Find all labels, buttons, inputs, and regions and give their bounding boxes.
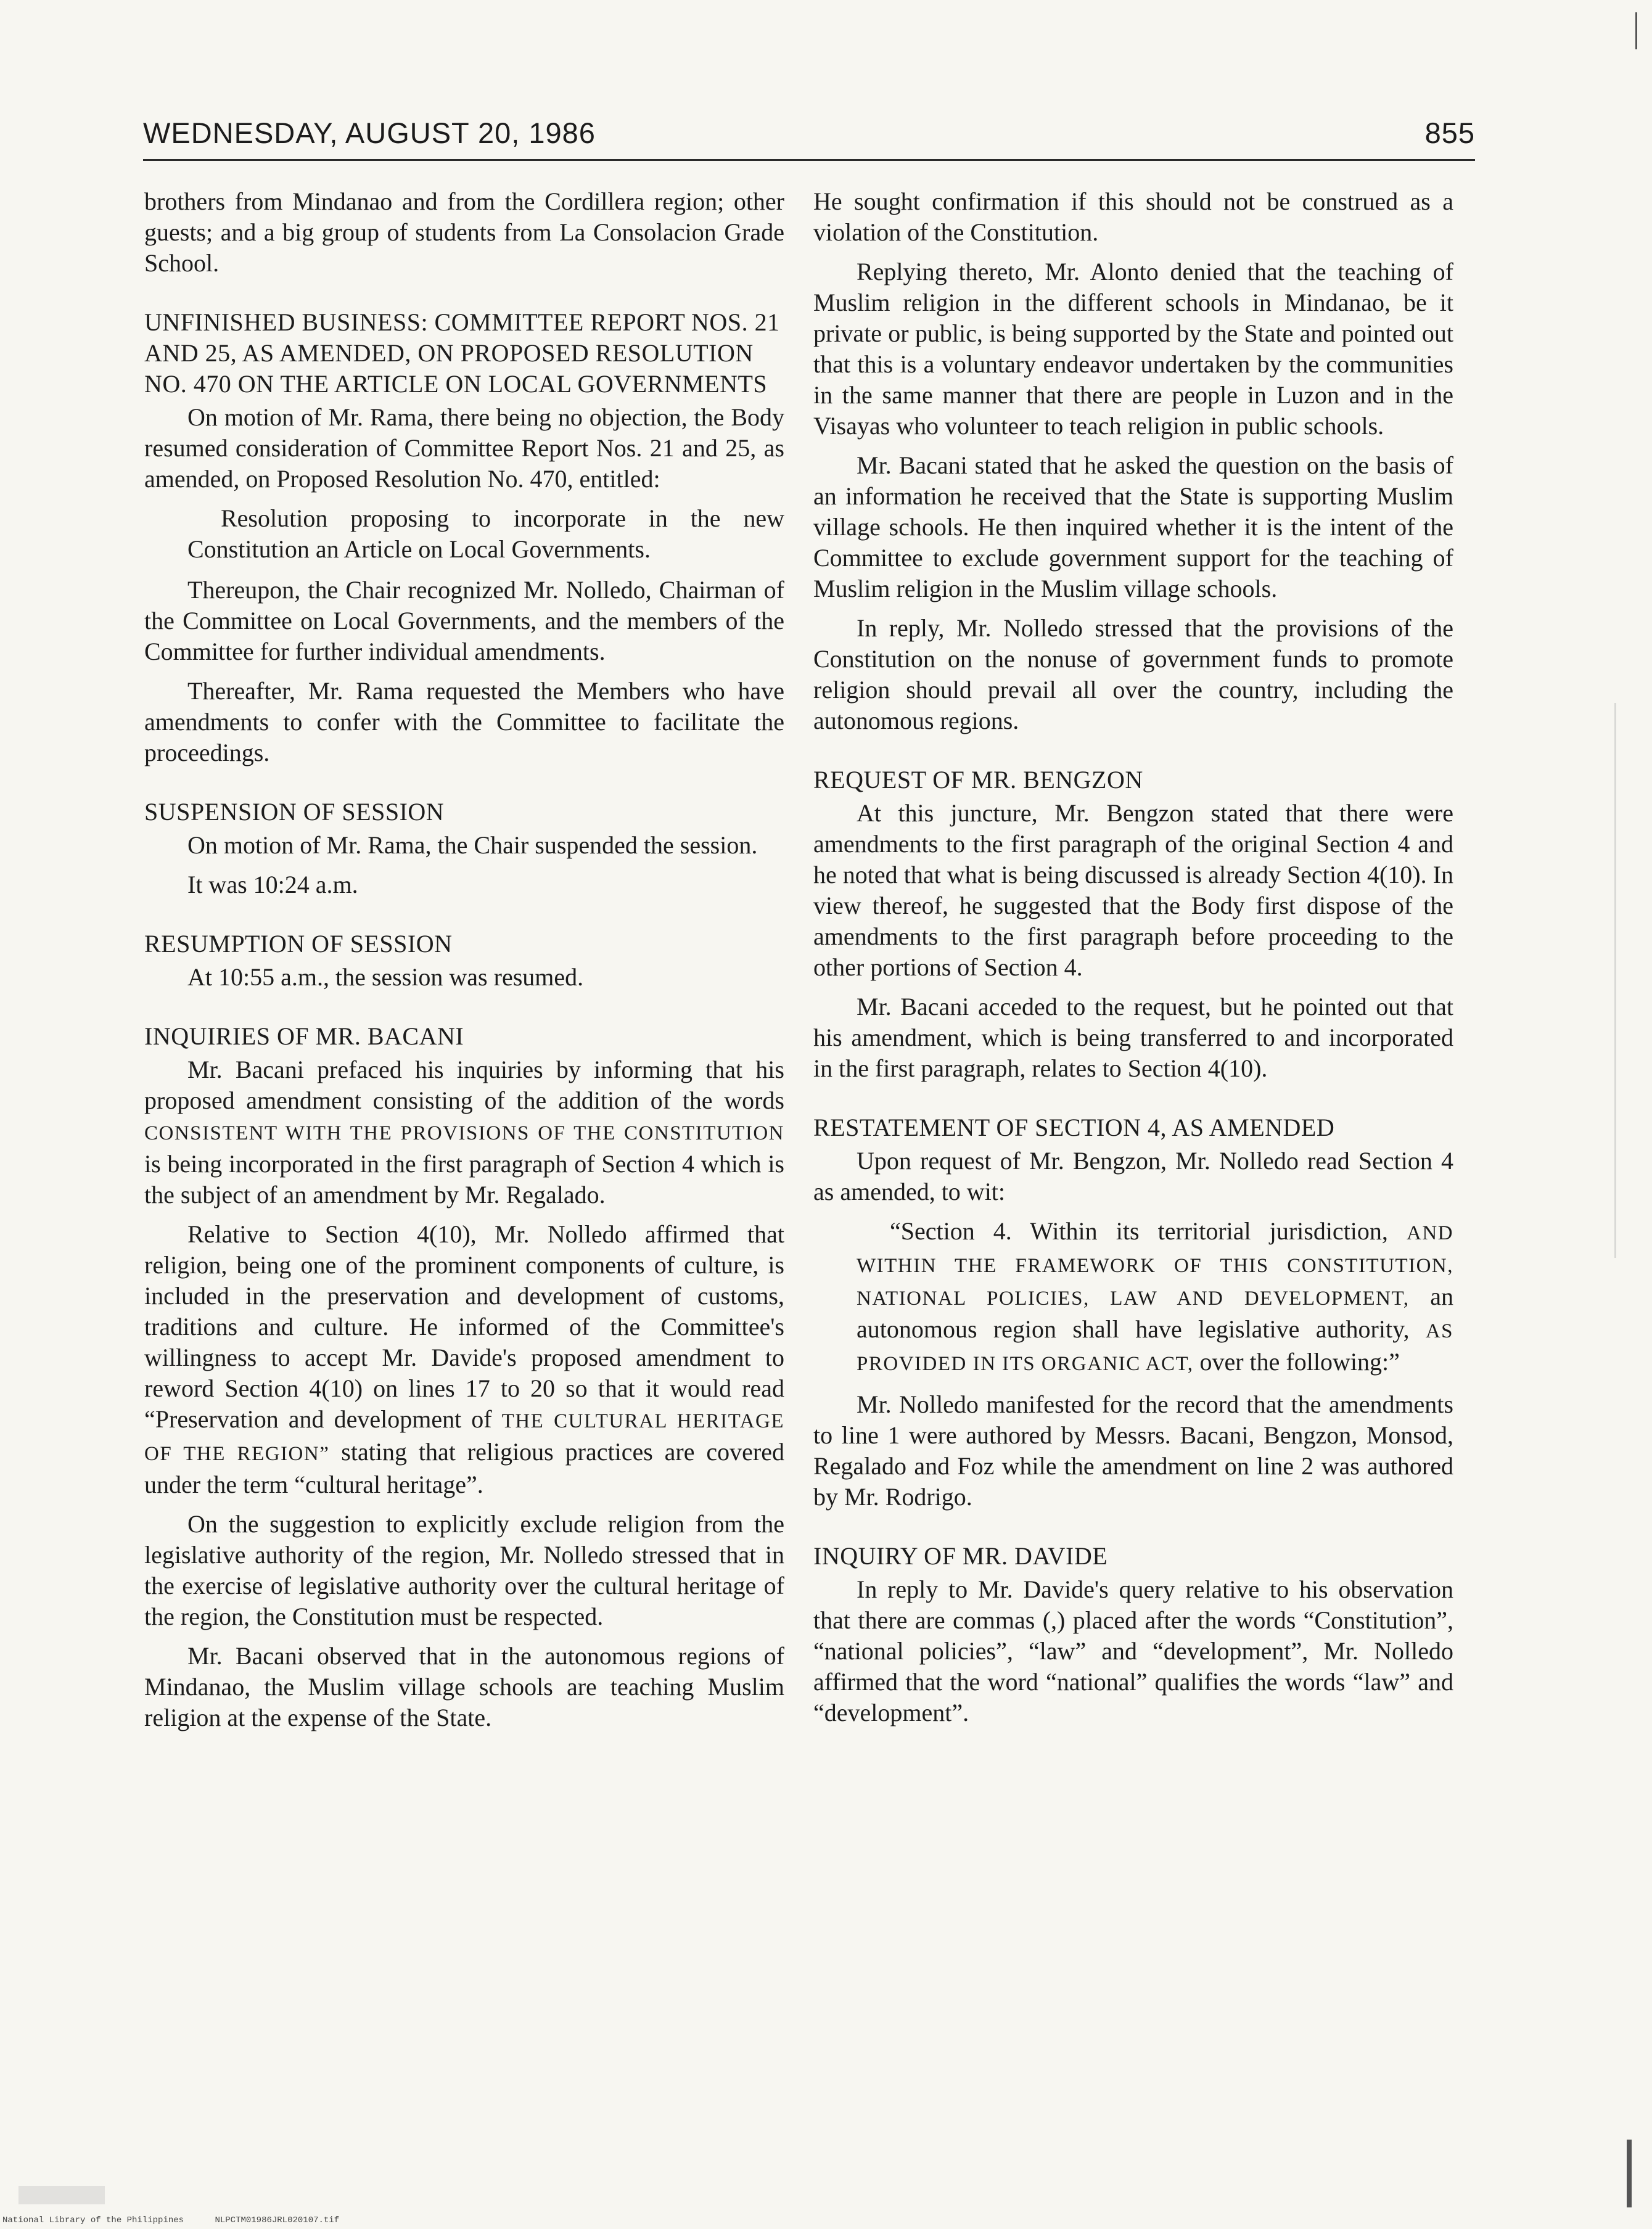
paragraph: In reply to Mr. Davide's query relative to his observation that there are commas (,) placed after the words “Constitution”, “national policies”, “law” and “development”, Mr. Nolledo affirmed that the word “national” qualifies the words “law” and “development”. — [813, 1575, 1453, 1726]
paragraph: Mr. Bacani stated that he asked the question on the basis of an information he received that the State is supporting Muslim village schools. He then inquired whether it is the intent of the Committee to exclude government support for the teaching of Muslim religion in the Muslim village schools. — [813, 451, 1453, 602]
block-quote — [857, 1216, 1453, 1379]
scan-edge-mark — [1635, 12, 1637, 49]
paragraph — [144, 1219, 784, 1500]
header-rule — [143, 159, 1475, 161]
scan-noise — [1614, 703, 1616, 1258]
paragraph: He sought confirmation if this should not be construed as a violation of the Constitution. — [813, 187, 1453, 246]
text-run: over the following:” — [1199, 1348, 1400, 1376]
section-heading: RESUMPTION OF SESSION — [144, 930, 453, 958]
right-column — [813, 186, 1453, 1737]
paragraph: Thereafter, Mr. Rama requested the Members who have amendments to confer with the Committee to facilitate the proceedings. — [144, 677, 784, 766]
text-run: stating that religious practices are covered under the term “cultural heritage”. — [144, 1438, 784, 1498]
text-run: an autonomous region shall have legislative authority, — [857, 1283, 1454, 1343]
left-column — [144, 186, 784, 1742]
paragraph: At this juncture, Mr. Bengzon stated that there were amendments to the first paragraph of the original Section 4 and he noted that what is being discussed is already Section 4(10). In view thereof, he suggested that the Body first dispose of the amendments to the first paragraph before proceeding to the other portions of Section 4. — [813, 799, 1453, 981]
paragraph: On the suggestion to explicitly exclude religion from the legislative authority of the region, Mr. Nolledo stressed that in the exercise of legislative authority over the cultural heritage of the region, the Constitution must be respected. — [144, 1510, 784, 1630]
small-caps-amendment: CONSISTENT WITH THE PROVISIONS OF THE CONSTITUTION — [144, 1122, 784, 1144]
text-run: Relative to Section 4(10), Mr. Nolledo affirmed that religion, being one of the prominent components of culture, is included in the preservation and development of customs, traditions and culture. He informed of the Committee's willingness to accept Mr. Davide's proposed amendment to reword Section 4(10) on lines 17 to 20 so that it would read “Preservation and development of — [144, 1220, 784, 1433]
page-header — [143, 116, 1475, 153]
scan-edge-mark — [1627, 2140, 1632, 2207]
paragraph: It was 10:24 a.m. — [187, 871, 358, 898]
section-heading: UNFINISHED BUSINESS: COMMITTEE REPORT NOS. 21 AND 25, AS AMENDED, ON PROPOSED RESOLUTION NO. 470 ON THE ARTICLE ON LOCAL GOVERNMENTS — [144, 308, 780, 398]
paragraph: In reply, Mr. Nolledo stressed that the provisions of the Constitution on the nonuse of government funds to promote religion should prevail all over the country, including the autonomous regions. — [813, 614, 1453, 734]
header-date: WEDNESDAY, AUGUST 20, 1986 — [143, 117, 596, 149]
paragraph: Mr. Nolledo manifested for the record that the amendments to line 1 were authored by Messrs. Bacani, Bengzon, Monsod, Regalado and Foz while the amendment on line 2 was authored by Mr. Rodrigo. — [813, 1390, 1453, 1511]
scan-footer — [2, 2215, 365, 2225]
small-caps-amendment: AND WITHIN THE FRAMEWORK OF THIS CONSTITUTION, NATIONAL POLICIES, LAW AND DEVELOPMENT, — [857, 1222, 1453, 1310]
text-run: “Section 4. Within its territorial jurisdiction, — [890, 1217, 1388, 1245]
section-heading: INQUIRIES OF MR. BACANI — [144, 1022, 464, 1050]
paragraph: brothers from Mindanao and from the Cordillera region; other guests; and a big group of students from La Consolacion Grade School. — [144, 187, 784, 277]
text-run: is being incorporated in the first paragraph of Section 4 which is the subject of an amendment by Mr. Regalado. — [144, 1150, 784, 1209]
paragraph: On motion of Mr. Rama, the Chair suspended the session. — [187, 831, 758, 859]
section-heading: SUSPENSION OF SESSION — [144, 798, 445, 826]
text-run: Mr. Bacani prefaced his inquiries by informing that his proposed amendment consisting of the addition of the words — [144, 1056, 784, 1114]
footer-library: National Library of the Philippines — [2, 2215, 184, 2225]
paragraph: At 10:55 a.m., the session was resumed. — [187, 963, 584, 991]
paragraph — [144, 1054, 784, 1210]
section-heading: RESTATEMENT OF SECTION 4, AS AMENDED — [813, 1114, 1335, 1141]
scan-noise — [18, 2186, 105, 2204]
paragraph: Mr. Bacani acceded to the request, but he pointed out that his amendment, which is being transferred to and incorporated in the first paragraph, relates to Section 4(10). — [813, 993, 1453, 1082]
paragraph: Replying thereto, Mr. Alonto denied that the teaching of Muslim religion in the different schools in Mindanao, be it private or public, is being supported by the State and pointed out that this is a voluntary endeavor undertaken by the communities in the same manner that there are people in Luzon and in the Visayas who volunteer to teach religion in public schools. — [813, 258, 1453, 440]
footer-file-id: NLPCTM01986JRL020107.tif — [215, 2215, 340, 2225]
block-quote: Resolution proposing to incorporate in the new Constitution an Article on Local Governments. — [187, 504, 784, 563]
small-caps-amendment: AS PROVIDED IN ITS ORGANIC ACT, — [857, 1320, 1454, 1375]
paragraph: Mr. Bacani observed that in the autonomous regions of Mindanao, the Muslim village schools are teaching Muslim religion at the expense of the State. — [144, 1642, 784, 1731]
section-heading: INQUIRY OF MR. DAVIDE — [813, 1542, 1108, 1570]
page-number: 855 — [1424, 117, 1475, 149]
paragraph: On motion of Mr. Rama, there being no objection, the Body resumed consideration of Committee Report Nos. 21 and 25, as amended, on Proposed Resolution No. 470, entitled: — [144, 403, 784, 493]
section-heading: REQUEST OF MR. BENGZON — [813, 766, 1143, 794]
paragraph: Upon request of Mr. Bengzon, Mr. Nolledo read Section 4 as amended, to wit: — [813, 1147, 1453, 1205]
paragraph: Thereupon, the Chair recognized Mr. Nolledo, Chairman of the Committee on Local Governments, and the members of the Committee for further individual amendments. — [144, 576, 784, 665]
small-caps-amendment: THE CULTURAL HERITAGE OF THE REGION” — [144, 1410, 784, 1465]
